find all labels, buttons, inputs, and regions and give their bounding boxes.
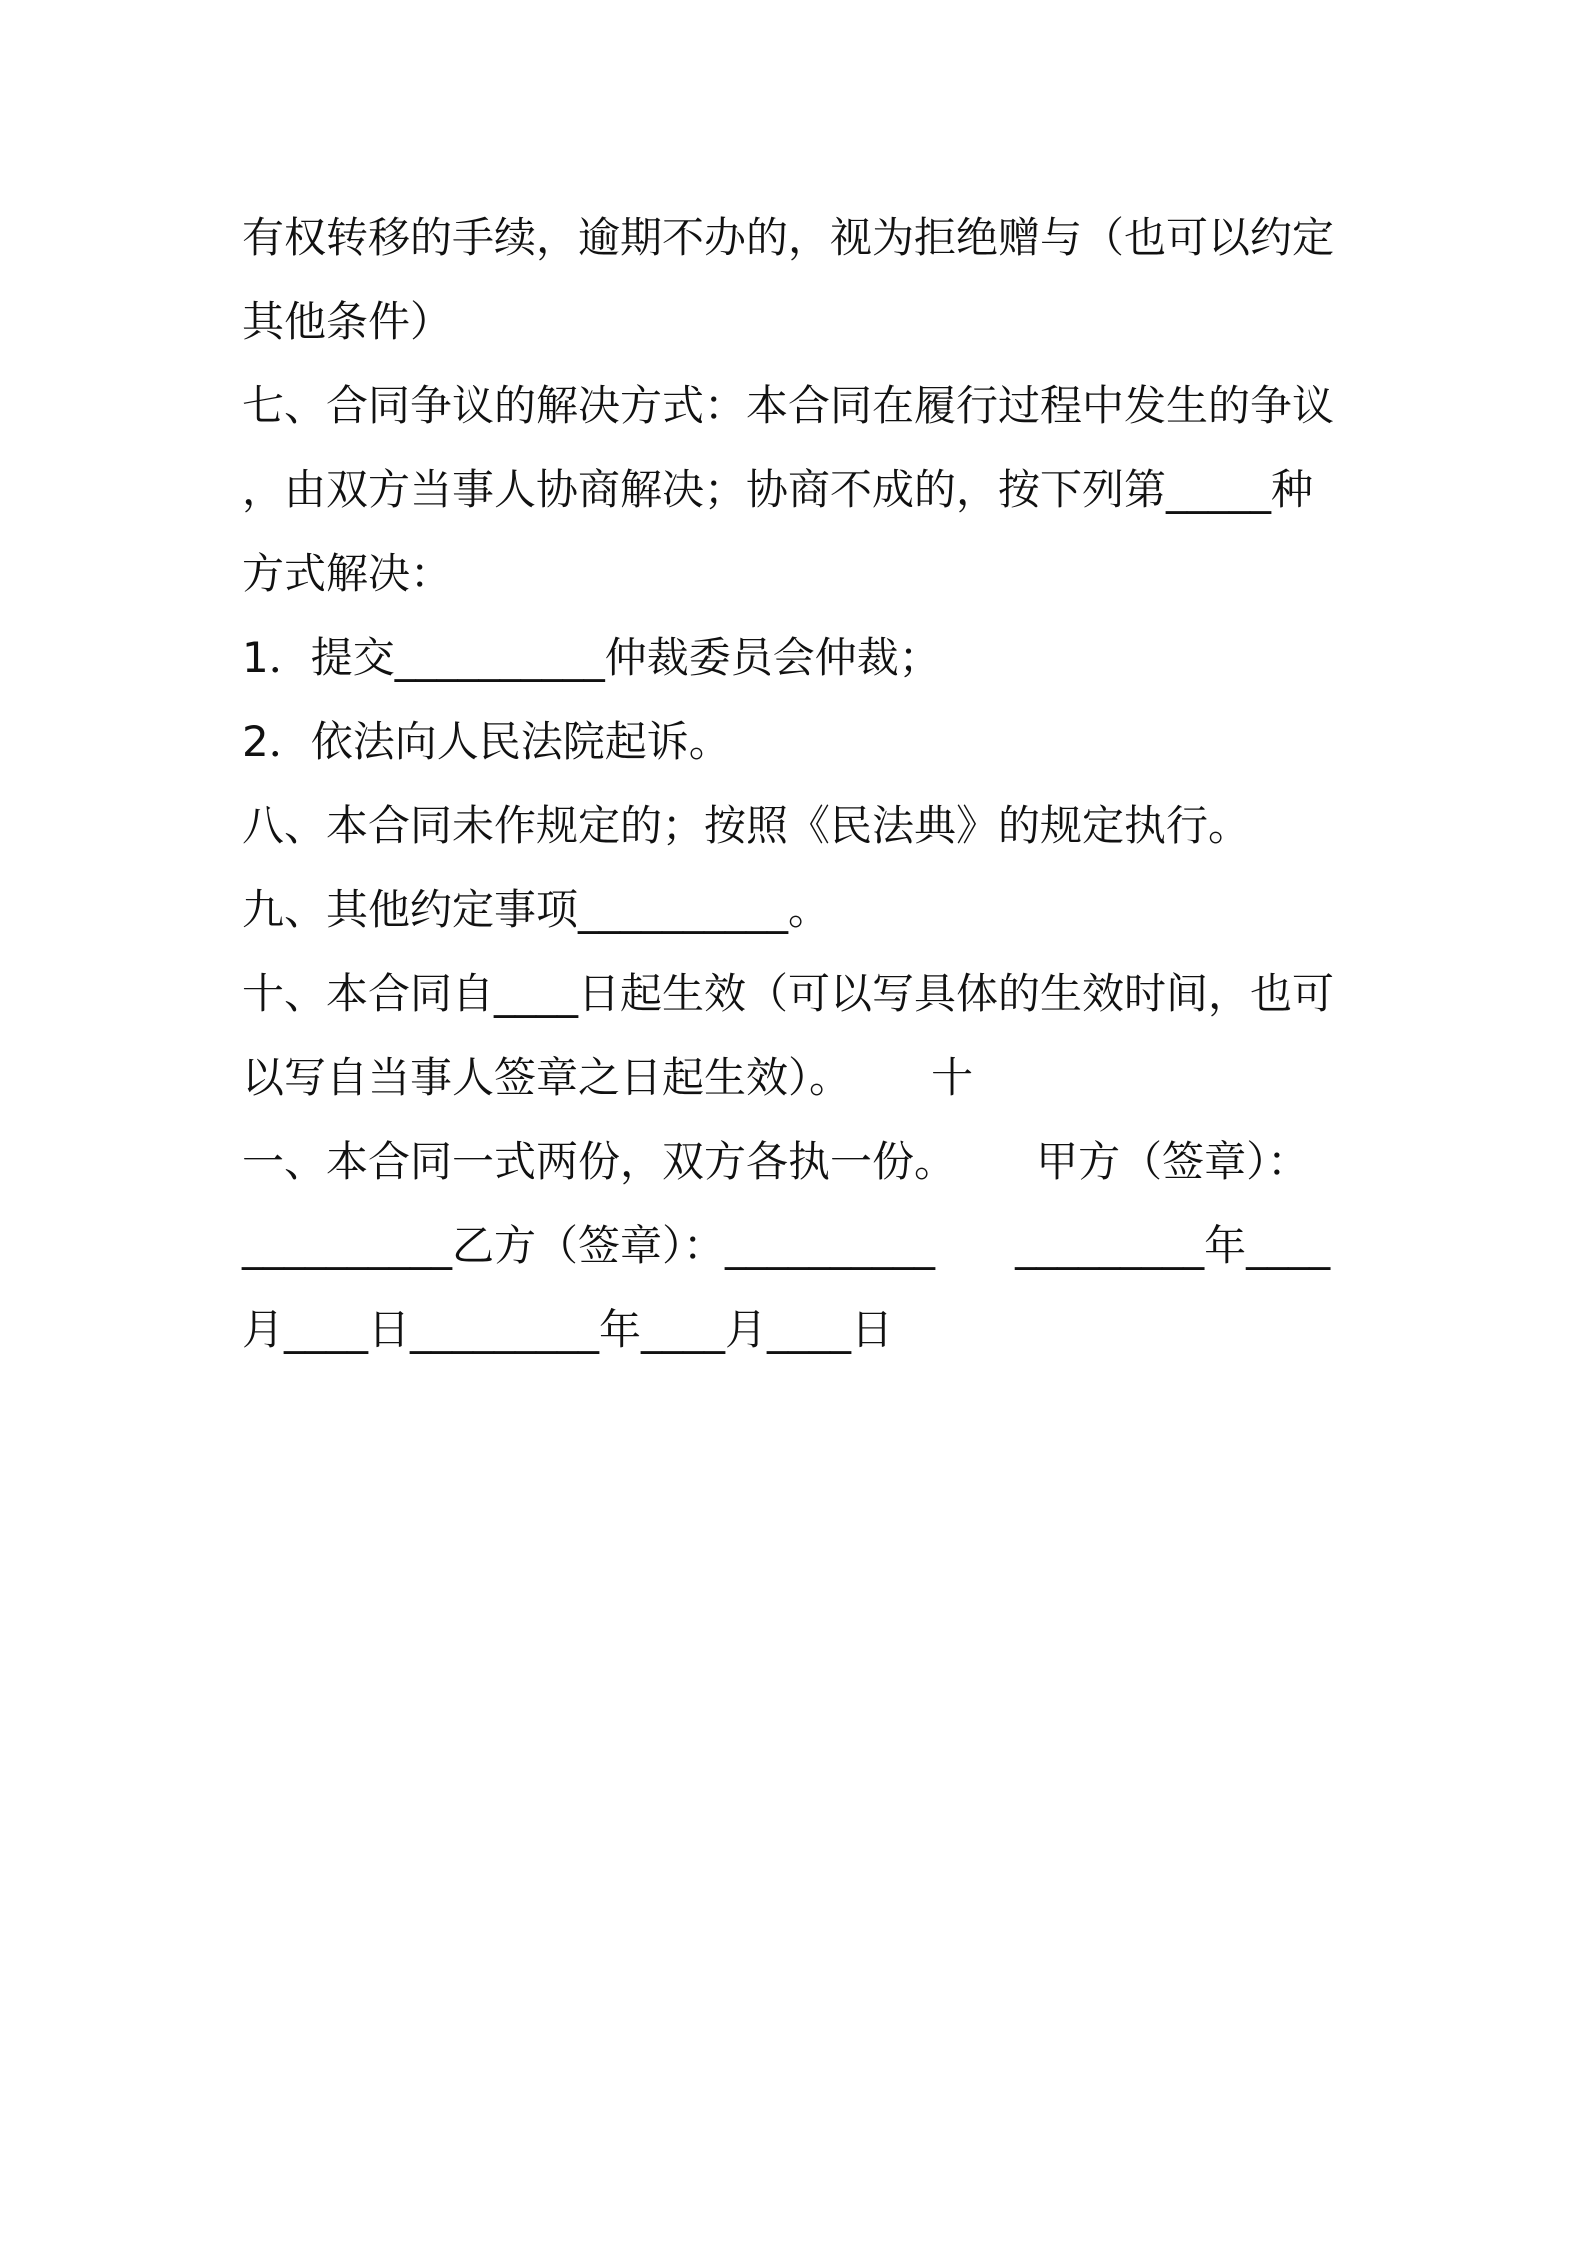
text-line: ，由双方当事人协商解决；协商不成的，按下列第_____种 <box>242 465 1314 514</box>
signature-line: __________乙方（签章）：__________ _________年____ <box>242 1221 1331 1270</box>
clause-9-line: 九、其他约定事项__________。 <box>242 885 831 934</box>
option-1-line: 1．提交__________仲裁委员会仲裁； <box>242 633 941 682</box>
text-line: 其他条件） <box>242 297 453 346</box>
option-2-line: 2．依法向人民法院起诉。 <box>242 717 731 766</box>
text-line: 以写自当事人签章之日起生效）。 十 <box>242 1053 974 1102</box>
date-line: 月____日_________年____月____日 <box>242 1305 894 1354</box>
clause-7-title: 七、合同争议的解决方式：本合同在履行过程中发生的争议 <box>242 381 1335 430</box>
text-line: 方式解决： <box>242 549 453 598</box>
clause-8-line: 八、本合同未作规定的；按照《民法典》的规定执行。 <box>242 801 1251 850</box>
document-body <box>242 196 1362 1372</box>
text-line: 有权转移的手续，逾期不办的，视为拒绝赠与（也可以约定 <box>242 213 1335 262</box>
clause-10-line: 十、本合同自____日起生效（可以写具体的生效时间，也可 <box>242 969 1335 1018</box>
clause-11-line: 一、本合同一式两份，双方各执一份。 甲方（签章）： <box>242 1137 1310 1186</box>
